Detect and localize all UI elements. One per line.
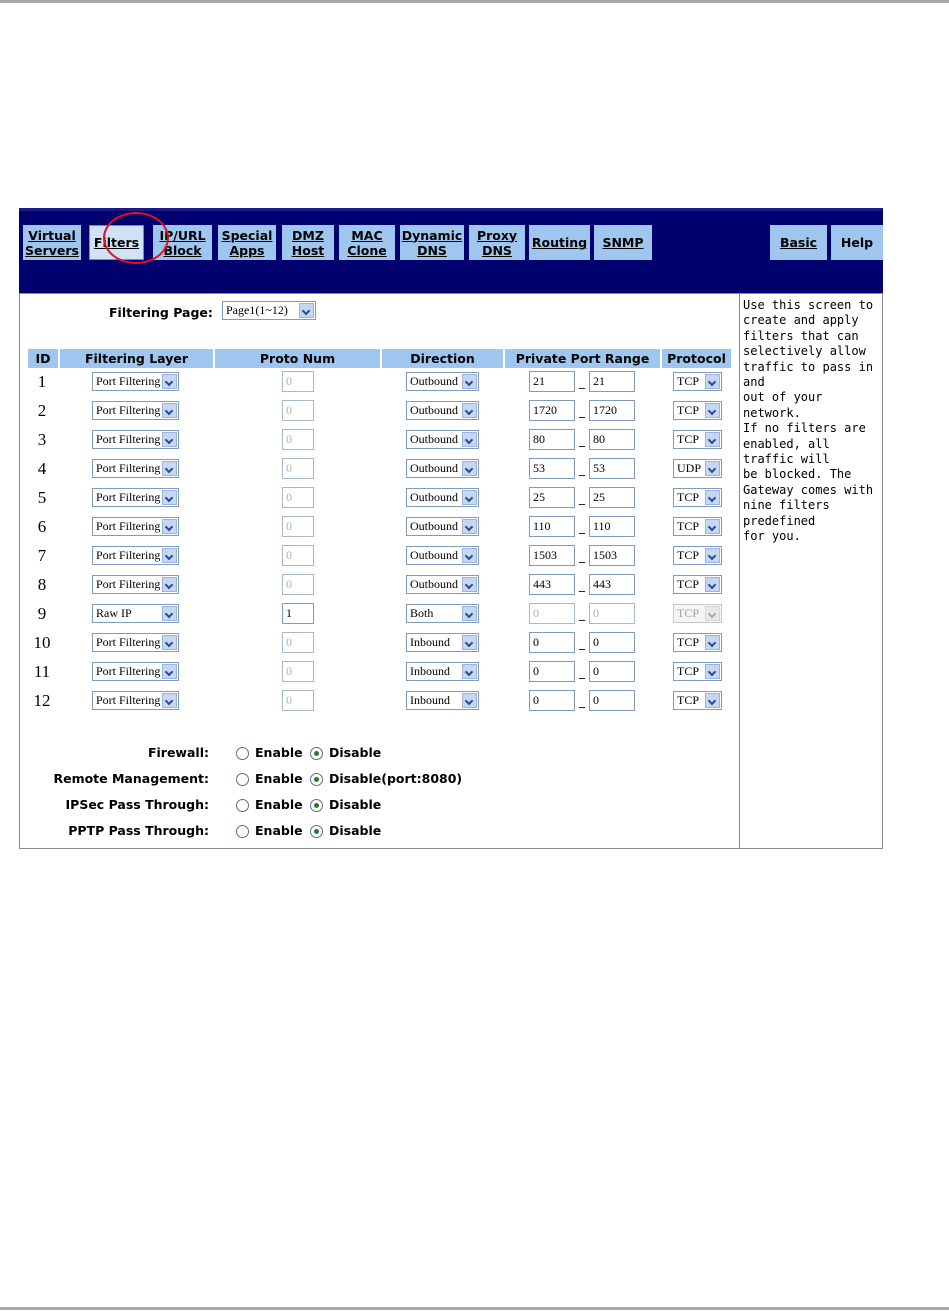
chevron-down-icon — [462, 432, 477, 447]
disable-radio[interactable] — [310, 799, 323, 812]
disable-label: Disable(port:8080) — [329, 771, 463, 786]
filtering-layer-select[interactable]: Port Filtering — [92, 430, 179, 449]
row-id: 1 — [37, 372, 47, 391]
header-private-port-range: Private Port Range — [505, 349, 660, 368]
tab-snmp[interactable]: SNMP — [594, 225, 652, 260]
protocol-select[interactable]: TCP — [673, 575, 722, 594]
chevron-down-icon — [162, 461, 177, 476]
chevron-down-icon — [162, 693, 177, 708]
chevron-down-icon — [705, 519, 720, 534]
proto-num-input[interactable]: 0 — [282, 632, 314, 653]
chevron-down-icon — [705, 490, 720, 505]
proto-num-input[interactable]: 0 — [282, 400, 314, 421]
port-range-dash: _ — [579, 404, 585, 418]
port-range-dash: _ — [579, 491, 585, 505]
chevron-down-icon — [462, 461, 477, 476]
chevron-down-icon — [705, 664, 720, 679]
port-end-input[interactable]: 443 — [589, 574, 635, 595]
tab-dynamic-dns[interactable]: Dynamic DNS — [400, 225, 464, 260]
proto-num-input[interactable]: 0 — [282, 516, 314, 537]
direction-select[interactable]: Outbound — [406, 372, 479, 391]
enable-radio[interactable] — [236, 799, 249, 812]
filtering-page-label: Filtering Page: — [109, 305, 213, 320]
row-id: 8 — [37, 575, 47, 594]
row-id: 6 — [37, 517, 47, 536]
tab-dmz-host[interactable]: DMZ Host — [282, 225, 334, 260]
tab-mac-clone[interactable]: MAC Clone — [339, 225, 395, 260]
port-range-dash: _ — [579, 375, 585, 389]
chevron-down-icon — [162, 432, 177, 447]
filtering-layer-select[interactable]: Raw IP — [92, 604, 179, 623]
header-filtering-layer: Filtering Layer — [60, 349, 213, 368]
filtering-layer-select[interactable]: Port Filtering — [92, 517, 179, 536]
chevron-down-icon — [162, 577, 177, 592]
option-label: IPSec Pass Through: — [65, 797, 209, 812]
port-start-input[interactable]: 110 — [529, 516, 575, 537]
tab-basic[interactable]: Basic — [770, 225, 827, 260]
page-top-rule — [0, 0, 949, 3]
protocol-select[interactable]: TCP — [673, 372, 722, 391]
proto-num-input[interactable]: 0 — [282, 574, 314, 595]
port-start-input[interactable]: 1720 — [529, 400, 575, 421]
chevron-down-icon — [462, 606, 477, 621]
port-end-input[interactable]: 110 — [589, 516, 635, 537]
chevron-down-icon — [462, 374, 477, 389]
port-range-dash: _ — [579, 433, 585, 447]
port-start-input[interactable]: 0 — [529, 661, 575, 682]
port-start-input[interactable]: 25 — [529, 487, 575, 508]
chevron-down-icon — [705, 635, 720, 650]
chevron-down-icon — [162, 548, 177, 563]
protocol-select[interactable]: TCP — [673, 633, 722, 652]
direction-select[interactable]: Both — [406, 604, 479, 623]
protocol-select[interactable]: TCP — [673, 430, 722, 449]
protocol-select[interactable]: TCP — [673, 691, 722, 710]
chevron-down-icon — [162, 403, 177, 418]
chevron-down-icon — [462, 693, 477, 708]
chevron-down-icon — [462, 635, 477, 650]
proto-num-input[interactable]: 0 — [282, 458, 314, 479]
row-id: 2 — [37, 401, 47, 420]
option-label: Firewall: — [147, 745, 209, 760]
port-start-input[interactable]: 443 — [529, 574, 575, 595]
port-range-dash: _ — [579, 607, 585, 621]
filtering-layer-select[interactable]: Port Filtering — [92, 401, 179, 420]
row-id: 10 — [33, 633, 51, 652]
filtering-layer-select[interactable]: Port Filtering — [92, 459, 179, 478]
row-id: 7 — [37, 546, 47, 565]
page-bottom-rule — [0, 1307, 949, 1310]
enable-radio[interactable] — [236, 747, 249, 760]
direction-select[interactable]: Outbound — [406, 401, 479, 420]
direction-select[interactable]: Inbound — [406, 691, 479, 710]
chevron-down-icon — [462, 490, 477, 505]
row-id: 9 — [37, 604, 47, 623]
header-id: ID — [28, 349, 58, 368]
direction-select[interactable]: Inbound — [406, 633, 479, 652]
port-range-dash: _ — [579, 462, 585, 476]
header-protocol: Protocol — [662, 349, 731, 368]
enable-label: Enable — [255, 823, 303, 838]
chevron-down-icon — [705, 606, 720, 621]
chevron-down-icon — [462, 664, 477, 679]
chevron-down-icon — [462, 577, 477, 592]
port-start-input[interactable]: 0 — [529, 690, 575, 711]
row-id: 11 — [33, 662, 51, 681]
chevron-down-icon — [162, 519, 177, 534]
proto-num-input[interactable]: 0 — [282, 545, 314, 566]
disable-radio[interactable] — [310, 773, 323, 786]
direction-select[interactable]: Outbound — [406, 575, 479, 594]
chevron-down-icon — [705, 432, 720, 447]
chevron-down-icon — [162, 664, 177, 679]
chevron-down-icon — [462, 403, 477, 418]
filtering-layer-select[interactable]: Port Filtering — [92, 662, 179, 681]
port-end-input[interactable]: 0 — [589, 690, 635, 711]
filtering-layer-select[interactable]: Port Filtering — [92, 691, 179, 710]
chevron-down-icon — [462, 519, 477, 534]
port-end-input[interactable]: 0 — [589, 632, 635, 653]
direction-select[interactable]: Outbound — [406, 546, 479, 565]
chevron-down-icon — [705, 374, 720, 389]
chevron-down-icon — [705, 577, 720, 592]
port-start-input[interactable]: 0 — [529, 603, 575, 624]
header-proto-num: Proto Num — [215, 349, 380, 368]
filtering-layer-select[interactable]: Port Filtering — [92, 372, 179, 391]
port-start-input[interactable]: 53 — [529, 458, 575, 479]
nav-bar — [19, 208, 883, 293]
tab-help[interactable]: Help — [831, 225, 883, 260]
protocol-select[interactable]: TCP — [673, 546, 722, 565]
port-end-input[interactable]: 1720 — [589, 400, 635, 421]
tab-proxy-dns[interactable]: Proxy DNS — [469, 225, 525, 260]
disable-radio[interactable] — [310, 825, 323, 838]
chevron-down-icon — [162, 374, 177, 389]
tab-filters[interactable]: Filters — [89, 225, 144, 260]
help-panel — [739, 294, 882, 848]
help-text: Use this screen to create and apply filters that can selectively allow traffic to pass in and out of your network. If no filters are enabled, all traffic will be blocked. The Gateway comes with nine filters predefined for you. — [743, 298, 874, 544]
chevron-down-icon — [705, 548, 720, 563]
chevron-down-icon — [299, 303, 314, 318]
disable-radio[interactable] — [310, 747, 323, 760]
proto-num-input[interactable]: 0 — [282, 371, 314, 392]
port-start-input[interactable]: 1503 — [529, 545, 575, 566]
row-id: 3 — [37, 430, 47, 449]
filtering-layer-select[interactable]: Port Filtering — [92, 488, 179, 507]
chevron-down-icon — [162, 635, 177, 650]
port-start-input[interactable]: 0 — [529, 632, 575, 653]
port-end-input[interactable]: 25 — [589, 487, 635, 508]
port-start-input[interactable]: 21 — [529, 371, 575, 392]
proto-num-input[interactable]: 0 — [282, 690, 314, 711]
enable-label: Enable — [255, 771, 303, 786]
protocol-select[interactable]: TCP — [673, 401, 722, 420]
port-start-input[interactable]: 80 — [529, 429, 575, 450]
enable-radio[interactable] — [236, 825, 249, 838]
port-range-dash: _ — [579, 578, 585, 592]
port-end-input[interactable]: 0 — [589, 661, 635, 682]
port-range-dash: _ — [579, 694, 585, 708]
filtering-page-select[interactable]: Page1(1~12) — [222, 301, 316, 320]
direction-select[interactable]: Inbound — [406, 662, 479, 681]
port-end-input[interactable]: 53 — [589, 458, 635, 479]
port-range-dash: _ — [579, 520, 585, 534]
proto-num-input[interactable]: 0 — [282, 661, 314, 682]
port-end-input[interactable]: 0 — [589, 603, 635, 624]
row-id: 4 — [37, 459, 47, 478]
protocol-select[interactable]: TCP — [673, 604, 722, 623]
proto-num-input[interactable]: 0 — [282, 487, 314, 508]
filtering-layer-select[interactable]: Port Filtering — [92, 633, 179, 652]
option-label: PPTP Pass Through: — [68, 823, 209, 838]
direction-select[interactable]: Outbound — [406, 488, 479, 507]
chevron-down-icon — [162, 606, 177, 621]
protocol-select[interactable]: TCP — [673, 517, 722, 536]
enable-label: Enable — [255, 745, 303, 760]
chevron-down-icon — [462, 548, 477, 563]
protocol-select[interactable]: UDP — [673, 459, 722, 478]
port-range-dash: _ — [579, 665, 585, 679]
row-id: 5 — [37, 488, 47, 507]
tab-virtual-servers[interactable]: Virtual Servers — [23, 225, 81, 260]
direction-select[interactable]: Outbound — [406, 430, 479, 449]
tab-special-apps[interactable]: Special Apps — [218, 225, 276, 260]
filtering-layer-select[interactable]: Port Filtering — [92, 575, 179, 594]
chevron-down-icon — [705, 403, 720, 418]
port-range-dash: _ — [579, 549, 585, 563]
chevron-down-icon — [705, 693, 720, 708]
proto-num-input[interactable]: 1 — [282, 603, 314, 624]
option-label: Remote Management: — [53, 771, 209, 786]
enable-label: Enable — [255, 797, 303, 812]
header-direction: Direction — [382, 349, 503, 368]
proto-num-input[interactable]: 0 — [282, 429, 314, 450]
filtering-layer-select[interactable]: Port Filtering — [92, 546, 179, 565]
port-end-input[interactable]: 21 — [589, 371, 635, 392]
port-range-dash: _ — [579, 636, 585, 650]
disable-label: Disable — [329, 797, 382, 812]
protocol-select[interactable]: TCP — [673, 662, 722, 681]
chevron-down-icon — [162, 490, 177, 505]
tab-ip-url-block[interactable]: IP/URL Block — [153, 225, 212, 260]
port-end-input[interactable]: 1503 — [589, 545, 635, 566]
port-end-input[interactable]: 80 — [589, 429, 635, 450]
direction-select[interactable]: Outbound — [406, 517, 479, 536]
disable-label: Disable — [329, 745, 382, 760]
tab-routing[interactable]: Routing — [529, 225, 590, 260]
chevron-down-icon — [705, 461, 720, 476]
disable-label: Disable — [329, 823, 382, 838]
protocol-select[interactable]: TCP — [673, 488, 722, 507]
direction-select[interactable]: Outbound — [406, 459, 479, 478]
enable-radio[interactable] — [236, 773, 249, 786]
row-id: 12 — [33, 691, 51, 710]
